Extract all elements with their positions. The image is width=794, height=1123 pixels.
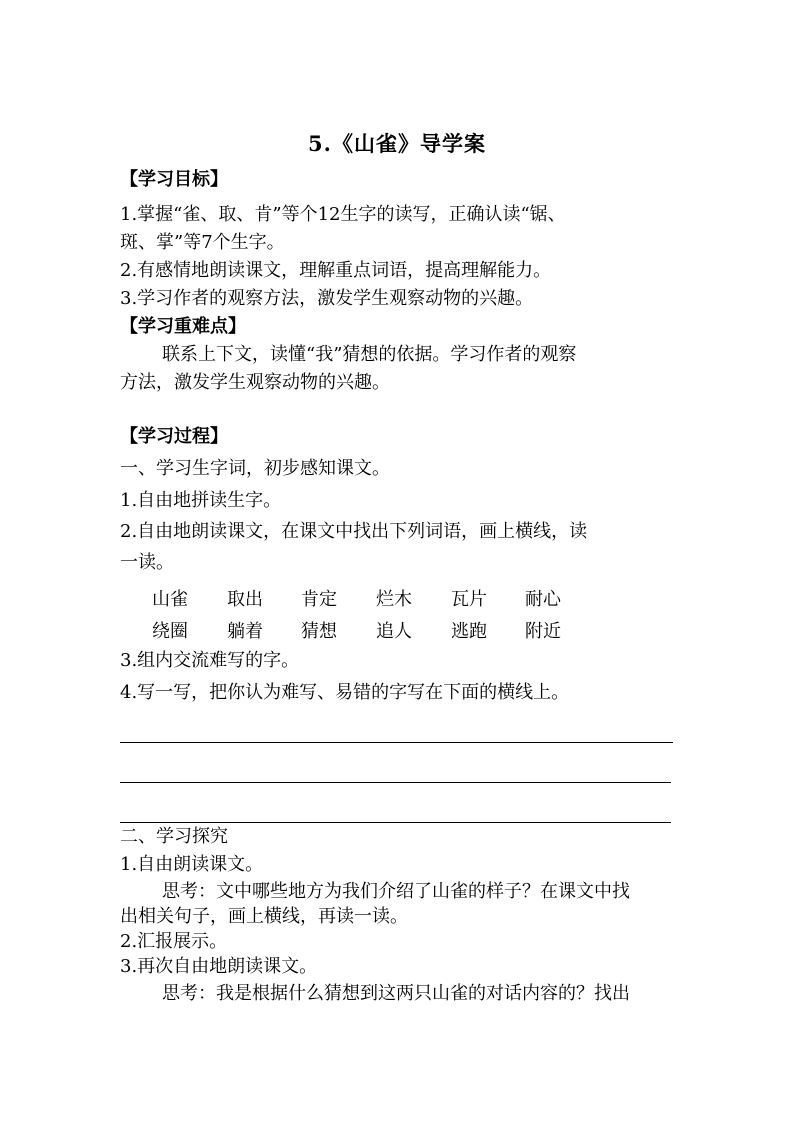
vocab-word: 猜想 (301, 621, 337, 642)
part2-think-1-line-1: 思考：文中哪些地方为我们介绍了山雀的样子？在课文中找 (162, 881, 630, 902)
keypoints-line-2: 方法，激发学生观察动物的兴趣。 (120, 372, 390, 393)
part2-think-2-line-1: 思考：我是根据什么猜想到这两只山雀的对话内容的？找出 (162, 983, 630, 1004)
process-heading: 【学习过程】 (120, 426, 228, 447)
vocab-word: 躺着 (227, 621, 263, 642)
vocab-word: 附近 (525, 621, 561, 642)
writing-line-3 (120, 822, 671, 823)
part1-step-2-line-2: 一读。 (120, 552, 174, 573)
goal-item-3: 3.学习作者的观察方法，激发学生观察动物的兴趣。 (120, 288, 534, 309)
part2-think-1-line-2: 出相关句子，画上横线，再读一读。 (120, 906, 408, 927)
page-title: 5.《山雀》导学案 (308, 131, 486, 156)
part1-title: 一、学习生字词，初步感知课文。 (120, 458, 390, 479)
part2-step-1: 1.自由朗读课文。 (120, 854, 264, 875)
writing-line-1 (120, 742, 673, 743)
part1-step-1: 1.自由地拼读生字。 (120, 490, 282, 511)
part1-step-2-line-1: 2.自由地朗读课文，在课文中找出下列词语，画上横线，读 (120, 521, 588, 542)
keypoints-line-1: 联系上下文，读懂“我”猜想的依据。学习作者的观察 (162, 344, 577, 365)
vocab-word: 取出 (227, 589, 263, 610)
vocab-word: 肯定 (301, 589, 337, 610)
vocab-word: 瓦片 (451, 589, 487, 610)
vocab-word: 逃跑 (451, 621, 487, 642)
vocab-word: 追人 (376, 621, 412, 642)
part2-step-3: 3.再次自由地朗读课文。 (120, 956, 318, 977)
part1-step-3: 3.组内交流难写的字。 (120, 650, 300, 671)
writing-line-2 (120, 782, 671, 783)
keypoints-heading: 【学习重难点】 (120, 316, 246, 337)
goal-item-1-line-1: 1.掌握“雀、取、肯”等个12生字的读写，正确认读“锯、 (120, 204, 566, 225)
vocab-word: 绕圈 (152, 621, 188, 642)
part1-step-4: 4.写一写，把你认为难写、易错的字写在下面的横线上。 (120, 682, 570, 703)
vocab-word: 山雀 (152, 589, 188, 610)
part2-title: 二、学习探究 (120, 826, 228, 847)
part2-step-2: 2.汇报展示。 (120, 931, 228, 952)
vocab-word: 烂木 (376, 589, 412, 610)
goals-heading: 【学习目标】 (120, 169, 228, 190)
goal-item-1-line-2: 斑、掌”等7个生字。 (120, 232, 285, 253)
vocab-word: 耐心 (525, 589, 561, 610)
goal-item-2: 2.有感情地朗读课文，理解重点词语，提高理解能力。 (120, 260, 552, 281)
